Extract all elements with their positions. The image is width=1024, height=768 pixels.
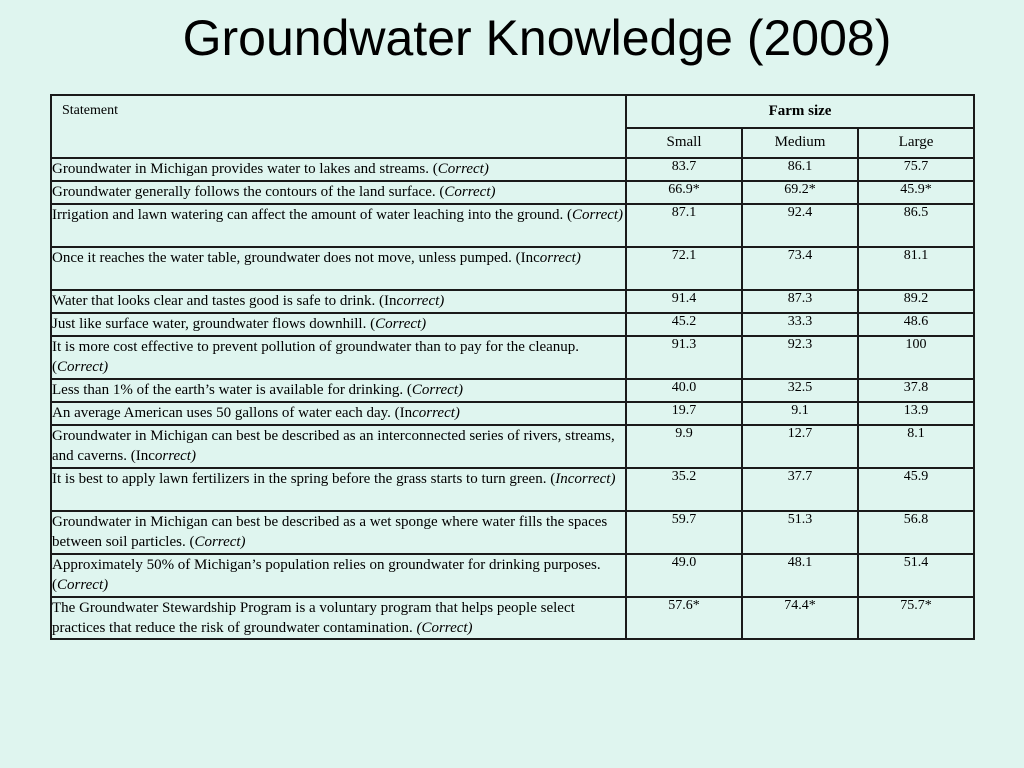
answer-label: Correct) (437, 161, 489, 177)
table-row (51, 554, 974, 597)
value-large: 13.9 (858, 402, 974, 425)
value-large: 75.7 (858, 158, 974, 181)
answer-label: Correct) (571, 207, 624, 223)
value-small: 91.3 (626, 336, 742, 379)
value-large: 100 (858, 336, 974, 379)
value-small: 59.7 (626, 511, 742, 554)
table-row (51, 204, 974, 247)
statement-cell: Groundwater generally follows the contours of the land surface. (Correct) (51, 181, 626, 204)
table-row (51, 511, 974, 554)
answer-label: Correct) (57, 359, 109, 375)
statement-cell: The Groundwater Stewardship Program is a voluntary program that helps people select practices that reduce the risk of groundwater contamination. (Correct) (51, 597, 626, 639)
table-row (51, 379, 974, 402)
answer-label: Correct) (57, 577, 109, 593)
statement-cell: Groundwater in Michigan provides water to lakes and streams. (Correct) (51, 158, 626, 181)
value-small: 72.1 (626, 247, 742, 290)
value-medium: 74.4* (742, 597, 858, 639)
farm-size-table (50, 94, 975, 640)
statement-cell: Water that looks clear and tastes good is safe to drink. (Incorrect) (51, 290, 626, 313)
value-medium: 33.3 (742, 313, 858, 336)
value-medium: 37.7 (742, 468, 858, 511)
value-large: 45.9 (858, 468, 974, 511)
answer-label: Incorrect) (555, 471, 616, 487)
value-medium: 73.4 (742, 247, 858, 290)
value-small: 9.9 (626, 425, 742, 468)
value-large: 81.1 (858, 247, 974, 290)
table-row (51, 247, 974, 290)
value-medium: 86.1 (742, 158, 858, 181)
value-small: 83.7 (626, 158, 742, 181)
table-row (51, 336, 974, 379)
value-small: 40.0 (626, 379, 742, 402)
statement-cell: Just like surface water, groundwater flows downhill. (Correct) (51, 313, 626, 336)
value-large: 48.6 (858, 313, 974, 336)
value-medium: 87.3 (742, 290, 858, 313)
value-large: 51.4 (858, 554, 974, 597)
statement-cell: Irrigation and lawn watering can affect the amount of water leaching into the ground. (Correct) (51, 204, 626, 247)
answer-label: Correct) (194, 534, 246, 550)
table-row (51, 290, 974, 313)
table-row (51, 313, 974, 336)
table-row (51, 425, 974, 468)
value-large: 75.7* (858, 597, 974, 639)
value-medium: 92.3 (742, 336, 858, 379)
statement-cell: Groundwater in Michigan can best be described as a wet sponge where water fills the spaces between soil particles. (Correct) (51, 511, 626, 554)
value-medium: 32.5 (742, 379, 858, 402)
value-large: 56.8 (858, 511, 974, 554)
value-medium: 51.3 (742, 511, 858, 554)
statement-header: Statement (51, 95, 626, 158)
table-row (51, 158, 974, 181)
value-small: 35.2 (626, 468, 742, 511)
statement-cell: Groundwater in Michigan can best be described as an interconnected series of rivers, streams, and caverns. (Incorrect) (51, 425, 626, 468)
slide-title: Groundwater Knowledge (2008) (182, 10, 892, 66)
statement-cell: Once it reaches the water table, groundwater does not move, unless pumped. (Incorrect) (51, 247, 626, 290)
value-medium: 12.7 (742, 425, 858, 468)
statement-cell: It is best to apply lawn fertilizers in the spring before the grass starts to turn green. (Incorrect) (51, 468, 626, 511)
answer-label: orrect) (539, 250, 581, 266)
answer-label: correct) (412, 405, 460, 421)
col-header-medium: Medium (742, 128, 858, 158)
answer-label: (Correct) (416, 620, 473, 636)
value-large: 45.9* (858, 181, 974, 204)
value-small: 49.0 (626, 554, 742, 597)
value-medium: 9.1 (742, 402, 858, 425)
value-small: 91.4 (626, 290, 742, 313)
value-small: 45.2 (626, 313, 742, 336)
table-row (51, 402, 974, 425)
value-medium: 92.4 (742, 204, 858, 247)
table-row (51, 597, 974, 639)
col-header-large: Large (858, 128, 974, 158)
value-large: 37.8 (858, 379, 974, 402)
value-large: 86.5 (858, 204, 974, 247)
answer-label: correct) (396, 293, 445, 309)
table-row (51, 181, 974, 204)
value-small: 19.7 (626, 402, 742, 425)
answer-label: orrect) (154, 448, 196, 464)
answer-label: Correct) (444, 184, 496, 200)
answer-label: Correct) (375, 316, 427, 332)
value-medium: 69.2* (742, 181, 858, 204)
value-large: 8.1 (858, 425, 974, 468)
table-row (51, 468, 974, 511)
value-small: 87.1 (626, 204, 742, 247)
value-small: 57.6* (626, 597, 742, 639)
statement-cell: Approximately 50% of Michigan’s population relies on groundwater for drinking purposes. (Correct) (51, 554, 626, 597)
col-header-small: Small (626, 128, 742, 158)
statement-cell: An average American uses 50 gallons of water each day. (Incorrect) (51, 402, 626, 425)
value-large: 89.2 (858, 290, 974, 313)
value-small: 66.9* (626, 181, 742, 204)
statement-cell: Less than 1% of the earth’s water is available for drinking. (Correct) (51, 379, 626, 402)
answer-label: Correct) (411, 382, 463, 398)
farm-size-header: Farm size (626, 95, 974, 128)
statement-cell: It is more cost effective to prevent pollution of groundwater than to pay for the cleanup. (Correct) (51, 336, 626, 379)
value-medium: 48.1 (742, 554, 858, 597)
